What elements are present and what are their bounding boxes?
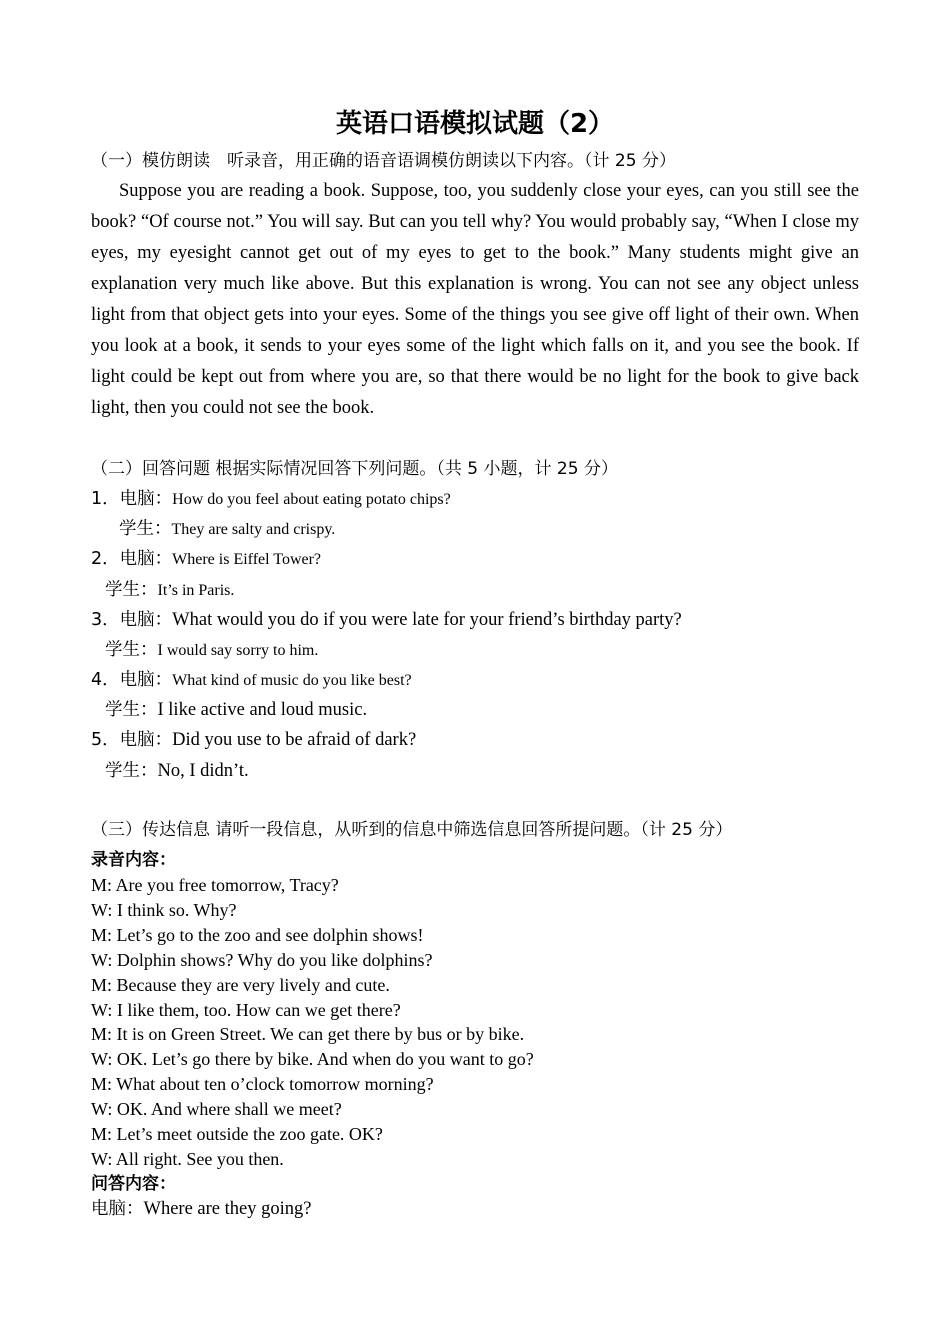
dialogue-line: W: All right. See you then. xyxy=(91,1148,284,1169)
student-label: 学生： xyxy=(105,761,158,781)
dialogue-line: W: Dolphin shows? Why do you like dolphins? xyxy=(91,949,433,970)
question-number: 5． xyxy=(91,730,120,750)
section3-header: （三）传达信息 请听一段信息，从听到的信息中筛选信息回答所提问题。（计 25 分） xyxy=(91,820,733,840)
question-text: What would you do if you were late for your friend’s birthday party? xyxy=(172,610,682,630)
student-label: 学生： xyxy=(105,580,158,600)
computer-label: 电脑： xyxy=(119,670,173,690)
dialogue-line: W: OK. And where shall we meet? xyxy=(91,1099,342,1120)
answer-text: I like active and loud music. xyxy=(157,700,368,720)
question-text: What kind of music do you like best? xyxy=(172,672,412,689)
question-2 xyxy=(91,547,321,572)
computer-label: 电脑： xyxy=(119,549,173,569)
answer-2 xyxy=(105,578,234,603)
section2-header: （二）回答问题 根据实际情况回答下列问题。（共 5 小题，计 25 分） xyxy=(91,459,618,479)
question-number: 3． xyxy=(91,610,120,630)
reading-passage: Suppose you are reading a book. Suppose, too, you suddenly close your eyes, can you still see the book? “Of course not.” You will say. But can you tell why? You would probably say, “When I close my eyes, my eyesight cannot get out of my eyes to get to the book.” Many students might give an explanation very much like above. But this explanation is wrong. You can not see any object unless light from that object gets into your eyes. Some of the things you see give off light of their own. When you look at a book, it sends to your eyes some of the light which falls on it, and you see the book. If light could be kept out from where you are, so that there would be no light for the book to give back light, then you could not see the book. xyxy=(91,181,859,418)
question-text: Did you use to be afraid of dark? xyxy=(172,730,417,750)
student-label: 学生： xyxy=(105,700,158,720)
dialogue-line: W: I like them, too. How can we get there? xyxy=(91,999,401,1020)
question-5 xyxy=(91,727,416,754)
question-4 xyxy=(91,668,412,693)
computer-label: 电脑： xyxy=(119,489,173,509)
page-title: 英语口语模拟试题（2） xyxy=(335,109,615,139)
final-question xyxy=(91,1196,311,1223)
dialogue-list xyxy=(91,873,534,1172)
answer-5 xyxy=(105,758,249,785)
computer-label: 电脑： xyxy=(119,610,173,630)
question-number: 2． xyxy=(91,549,120,569)
answer-text: I would say sorry to him. xyxy=(157,642,319,659)
question-1 xyxy=(91,487,451,512)
answer-text: No, I didn’t. xyxy=(157,761,249,781)
question-number: 1． xyxy=(91,489,120,509)
dialogue-line: M: Are you free tomorrow, Tracy? xyxy=(91,875,339,895)
dialogue-line: M: It is on Green Street. We can get there by bus or by bike. xyxy=(91,1024,525,1045)
final-question-text: Where are they going? xyxy=(143,1199,312,1219)
student-label: 学生： xyxy=(119,519,172,539)
recording-label: 录音内容： xyxy=(91,850,176,870)
dialogue-line: M: Let’s go to the zoo and see dolphin shows! xyxy=(91,924,424,945)
computer-label: 电脑： xyxy=(91,1199,144,1219)
answer-text: They are salty and crispy. xyxy=(171,521,336,538)
dialogue-line: M: Because they are very lively and cute. xyxy=(91,974,390,995)
student-label: 学生： xyxy=(105,640,158,660)
dialogue-line: M: Let’s meet outside the zoo gate. OK? xyxy=(91,1124,383,1145)
answer-3 xyxy=(105,638,318,663)
answer-4 xyxy=(105,697,367,724)
question-text: How do you feel about eating potato chips? xyxy=(172,491,451,508)
question-number: 4． xyxy=(91,670,120,690)
question-label: 问答内容： xyxy=(91,1174,176,1194)
dialogue-line: W: OK. Let’s go there by bike. And when do you want to go? xyxy=(91,1049,534,1070)
dialogue-line: W: I think so. Why? xyxy=(91,899,237,920)
answer-1 xyxy=(119,517,335,542)
section1-header: （一）模仿朗读 听录音，用正确的语音语调模仿朗读以下内容。（计 25 分） xyxy=(91,151,676,171)
question-text: Where is Eiffel Tower? xyxy=(172,551,322,568)
question-3 xyxy=(91,607,682,634)
dialogue-line: M: What about ten o’clock tomorrow morning? xyxy=(91,1074,434,1095)
answer-text: It’s in Paris. xyxy=(157,582,235,599)
computer-label: 电脑： xyxy=(119,730,173,750)
